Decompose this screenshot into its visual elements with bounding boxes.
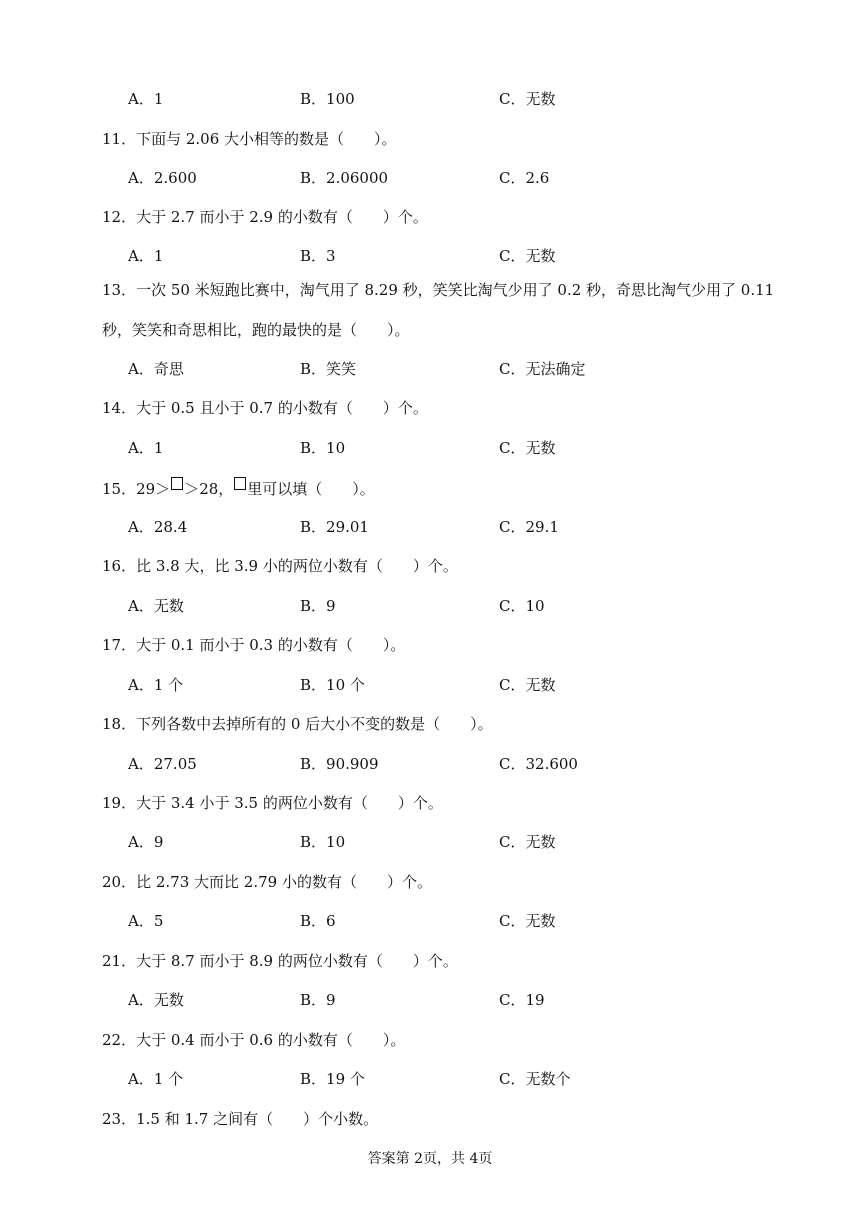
option-a: A．1 bbox=[128, 439, 164, 457]
option-b: B．9 bbox=[300, 597, 336, 615]
option-c: C．无数 bbox=[499, 833, 556, 851]
option-c: C．无数 bbox=[499, 912, 556, 930]
question-text: 12．大于 2.7 而小于 2.9 的小数有（ ）个。 bbox=[102, 208, 428, 226]
question-text: 21．大于 8.7 而小于 8.9 的两位小数有（ ）个。 bbox=[102, 952, 458, 970]
option-c: C．10 bbox=[499, 597, 545, 615]
option-a: A．奇思 bbox=[128, 360, 184, 378]
question-text: 20．比 2.73 大而比 2.79 小的数有（ ）个。 bbox=[102, 873, 432, 891]
option-c: C．无法确定 bbox=[499, 360, 586, 378]
option-a: A．无数 bbox=[128, 991, 184, 1009]
option-c: C．无数个 bbox=[499, 1070, 571, 1088]
option-a: A．2.600 bbox=[128, 169, 197, 187]
option-b: B．29.01 bbox=[300, 518, 369, 536]
option-a: A．5 bbox=[128, 912, 164, 930]
option-b: B．10 个 bbox=[300, 676, 365, 694]
option-a: A．1 bbox=[128, 247, 164, 265]
option-c: C．32.600 bbox=[499, 755, 578, 773]
question-text bbox=[102, 477, 375, 499]
option-a: A．9 bbox=[128, 833, 164, 851]
question-suffix: 里可以填（ ）。 bbox=[247, 480, 375, 498]
option-a: A．27.05 bbox=[128, 755, 197, 773]
question-text: 17．大于 0.1 而小于 0.3 的小数有（ ）。 bbox=[102, 636, 406, 654]
question-text: 16．比 3.8 大，比 3.9 小的两位小数有（ ）个。 bbox=[102, 557, 458, 575]
option-b: B．笑笑 bbox=[300, 360, 357, 378]
option-c: C．无数 bbox=[499, 90, 556, 108]
question-prefix: 15．29＞ bbox=[102, 480, 171, 498]
option-b: B．100 bbox=[300, 90, 355, 108]
page-footer: 答案第 2页，共 4页 bbox=[367, 1151, 493, 1167]
question-text: 13．一次 50 米短跑比赛中，淘气用了 8.29 秒，笑笑比淘气少用了 0.2 秒，奇思比淘气少用了 0.11 bbox=[102, 281, 775, 299]
option-b: B．90.909 bbox=[300, 755, 379, 773]
option-b: B．19 个 bbox=[300, 1070, 365, 1088]
option-c: C．无数 bbox=[499, 676, 556, 694]
option-c: C．无数 bbox=[499, 247, 556, 265]
option-a: A．1 bbox=[128, 90, 164, 108]
option-a: A．1 个 bbox=[128, 676, 184, 694]
blank-box-icon bbox=[234, 477, 246, 490]
option-a: A．1 个 bbox=[128, 1070, 184, 1088]
option-b: B．6 bbox=[300, 912, 336, 930]
option-c: C．无数 bbox=[499, 439, 556, 457]
option-c: C．19 bbox=[499, 991, 545, 1009]
option-c: C．2.6 bbox=[499, 169, 550, 187]
option-b: B．10 bbox=[300, 833, 346, 851]
question-text: 14．大于 0.5 且小于 0.7 的小数有（ ）个。 bbox=[102, 399, 428, 417]
option-b: B．10 bbox=[300, 439, 346, 457]
option-b: B．3 bbox=[300, 247, 336, 265]
question-text: 秒，笑笑和奇思相比，跑的最快的是（ ）。 bbox=[102, 321, 410, 339]
option-a: A．无数 bbox=[128, 597, 184, 615]
question-text: 11．下面与 2.06 大小相等的数是（ ）。 bbox=[102, 130, 397, 148]
option-b: B．9 bbox=[300, 991, 336, 1009]
question-text: 23．1.5 和 1.7 之间有（ ）个小数。 bbox=[102, 1110, 379, 1128]
question-text: 22．大于 0.4 而小于 0.6 的小数有（ ）。 bbox=[102, 1031, 406, 1049]
question-text: 18．下列各数中去掉所有的 0 后大小不变的数是（ ）。 bbox=[102, 715, 493, 733]
blank-box-icon bbox=[171, 477, 183, 490]
option-a: A．28.4 bbox=[128, 518, 188, 536]
question-text: 19．大于 3.4 小于 3.5 的两位小数有（ ）个。 bbox=[102, 794, 443, 812]
option-c: C．29.1 bbox=[499, 518, 559, 536]
question-mid: ＞28， bbox=[184, 480, 234, 498]
option-b: B．2.06000 bbox=[300, 169, 389, 187]
